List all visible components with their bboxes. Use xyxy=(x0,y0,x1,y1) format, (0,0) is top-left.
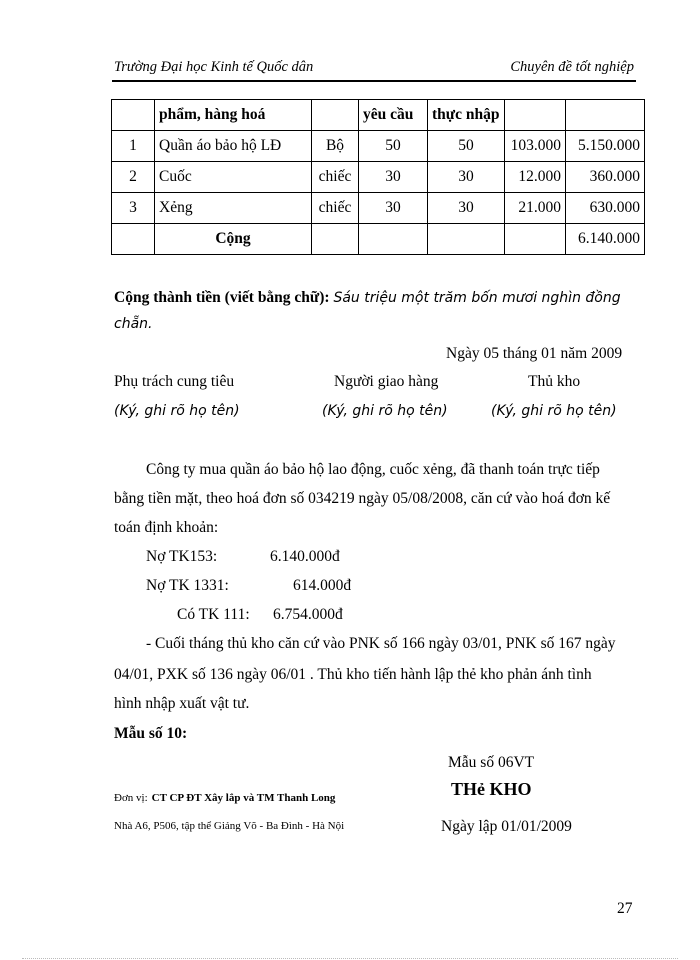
paragraph-1-line-1: Công ty mua quần áo bảo hộ lao động, cuốc xẻng, đã thanh toán trực tiếp xyxy=(146,461,600,478)
entry-amount-3: 6.754.000đ xyxy=(273,606,343,623)
paragraph-2-line-3: hình nhập xuất vật tư. xyxy=(114,695,250,712)
table-cell: 50 xyxy=(359,131,428,162)
entry-account-2: Nợ TK 1331: xyxy=(146,577,229,594)
signature-role-1: Phụ trách cung tiêu xyxy=(114,373,235,390)
table-cell: 30 xyxy=(359,193,428,224)
signature-note-2: (Ký, ghi rõ họ tên) xyxy=(322,403,448,419)
form-code: Mẫu số 06VT xyxy=(448,754,535,771)
address: Nhà A6, P506, tập thể Giảng Võ - Ba Đình - Hà Nội xyxy=(114,820,345,832)
table-cell: 3 xyxy=(112,193,155,224)
entry-account-1: Nợ TK153: xyxy=(146,548,218,565)
unit-label: Đơn vị: xyxy=(114,792,148,804)
table-cell: Xẻng xyxy=(155,193,312,224)
paragraph-1-line-2: bằng tiền mặt, theo hoá đơn số 034219 ngày 05/08/2008, căn cứ vào hoá đơn kế xyxy=(114,490,611,507)
table-cell xyxy=(112,224,155,255)
unit-line xyxy=(114,788,335,806)
table-cell: 630.000 xyxy=(566,193,645,224)
header-divider xyxy=(112,80,636,82)
table-cell xyxy=(505,224,566,255)
amount-words-value-cont: chẵn. xyxy=(114,316,153,332)
table-cell: yêu cầu xyxy=(359,100,428,131)
paragraph-1-line-3: toán định khoản: xyxy=(114,519,219,536)
date-line: Ngày 05 tháng 01 năm 2009 xyxy=(446,345,623,362)
page-bottom-divider xyxy=(22,958,678,959)
table-row xyxy=(112,193,645,224)
table-cell: 2 xyxy=(112,162,155,193)
page-number: 27 xyxy=(617,900,633,917)
entry-amount-1: 6.140.000đ xyxy=(270,548,340,565)
table-cell: 103.000 xyxy=(505,131,566,162)
table-cell: 5.150.000 xyxy=(566,131,645,162)
table-cell: 30 xyxy=(428,193,505,224)
table-cell: 1 xyxy=(112,131,155,162)
table-cell: 30 xyxy=(359,162,428,193)
total-label: Cộng xyxy=(155,224,312,255)
table-cell xyxy=(359,224,428,255)
signature-note-1: (Ký, ghi rõ họ tên) xyxy=(114,403,240,419)
table-cell: 21.000 xyxy=(505,193,566,224)
goods-table xyxy=(111,99,645,255)
signature-role-3: Thủ kho xyxy=(528,373,581,390)
table-cell: 50 xyxy=(428,131,505,162)
unit-name: CT CP ĐT Xây lắp và TM Thanh Long xyxy=(151,792,336,804)
table-cell xyxy=(112,100,155,131)
table-cell: chiếc xyxy=(312,162,359,193)
created-date: Ngày lập 01/01/2009 xyxy=(441,818,572,835)
entry-account-3: Có TK 111: xyxy=(177,606,250,623)
table-cell: Quần áo bảo hộ LĐ xyxy=(155,131,312,162)
table-cell: phẩm, hàng hoá xyxy=(155,100,312,131)
table-cell: thực nhập xyxy=(428,100,505,131)
table-row xyxy=(112,131,645,162)
entry-amount-2: 614.000đ xyxy=(293,577,352,594)
header-school: Trường Đại học Kinh tế Quốc dân xyxy=(114,59,314,75)
card-title: THẻ KHO xyxy=(451,779,532,799)
table-cell xyxy=(505,100,566,131)
table-cell: 12.000 xyxy=(505,162,566,193)
amount-in-words xyxy=(114,283,639,313)
header-title: Chuyên đề tốt nghiệp xyxy=(510,59,634,75)
signature-note-3: (Ký, ghi rõ họ tên) xyxy=(491,403,617,419)
paragraph-2-line-2: 04/01, PXK số 136 ngày 06/01 . Thủ kho tiến hành lập thẻ kho phản ánh tình xyxy=(114,666,592,683)
paragraph-2-line-1: - Cuối tháng thủ kho căn cứ vào PNK số 166 ngày 03/01, PNK số 167 ngày xyxy=(146,635,616,652)
table-cell xyxy=(312,100,359,131)
signature-role-2: Người giao hàng xyxy=(334,373,439,390)
amount-words-label: Cộng thành tiền (viết bằng chữ): xyxy=(114,289,330,306)
table-header-row xyxy=(112,100,645,131)
table-total-row xyxy=(112,224,645,255)
table-cell: Cuốc xyxy=(155,162,312,193)
table-cell xyxy=(428,224,505,255)
form-label: Mẫu số 10: xyxy=(114,725,188,742)
table-cell: 360.000 xyxy=(566,162,645,193)
table-cell: Bộ xyxy=(312,131,359,162)
amount-words-value: Sáu triệu một trăm bốn mươi nghìn đồng xyxy=(333,290,621,306)
table-cell: chiếc xyxy=(312,193,359,224)
table-cell xyxy=(312,224,359,255)
table-cell xyxy=(566,100,645,131)
total-value: 6.140.000 xyxy=(566,224,645,255)
table-row xyxy=(112,162,645,193)
table-cell: 30 xyxy=(428,162,505,193)
